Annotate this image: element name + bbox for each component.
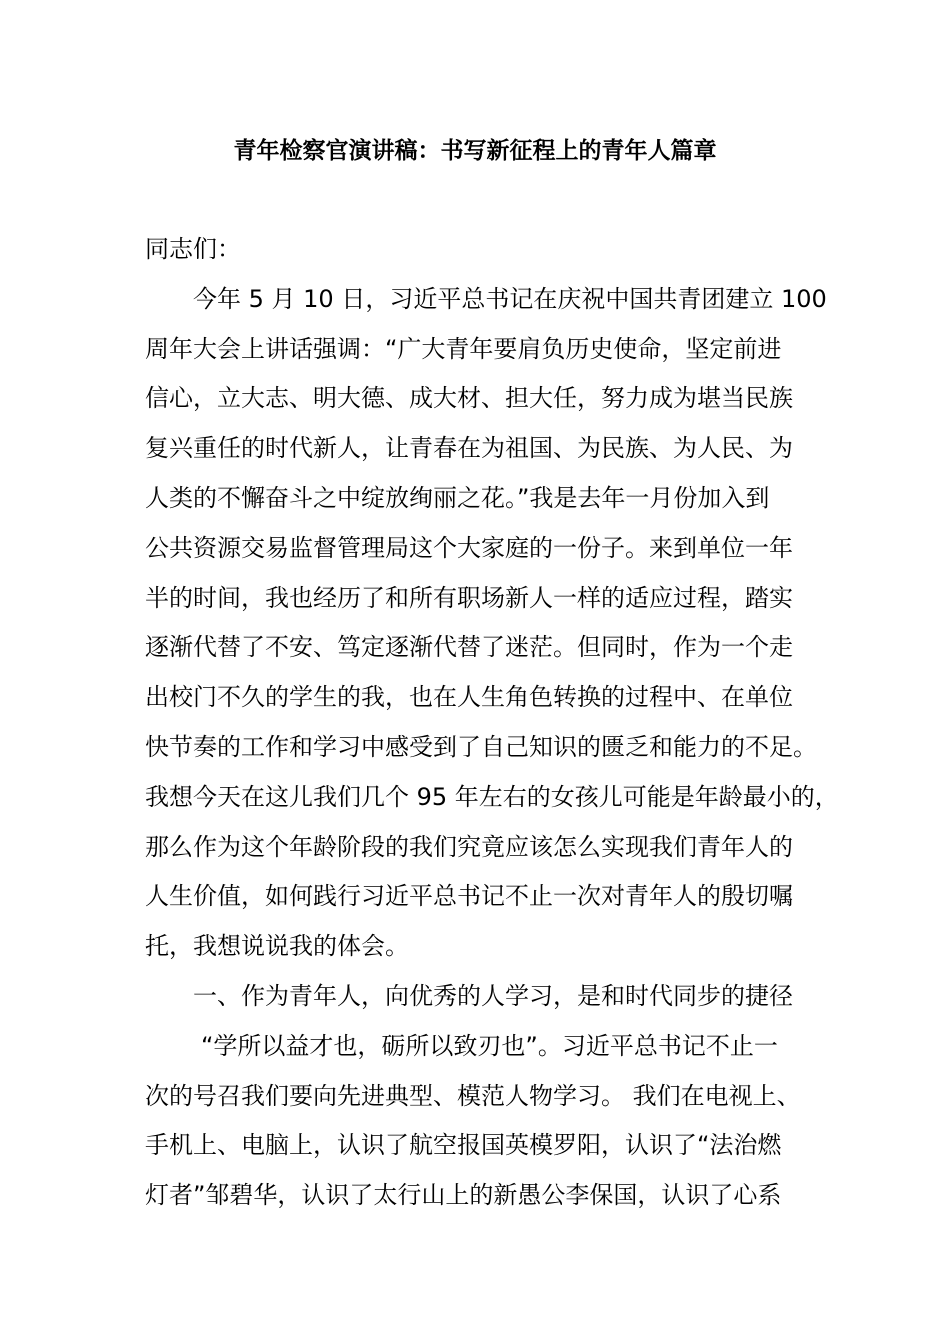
paragraph-line: 公共资源交易监督管理局这个大家庭的一份子。来到单位一年 <box>145 533 793 562</box>
paragraph-line: 次的号召我们要向先进典型、模范人物学习。 我们在电视上、 <box>145 1081 801 1110</box>
paragraph-line: 快节奏的工作和学习中感受到了自己知识的匮乏和能力的不足。 <box>145 732 817 761</box>
paragraph-line: 逐渐代替了不安、笃定逐渐代替了迷茫。但同时，作为一个走 <box>145 633 793 662</box>
paragraph-line: 灯者”邹碧华，认识了太行山上的新愚公李保国，认识了心系 <box>145 1181 782 1210</box>
document-title: 青年检察官演讲稿：书写新征程上的青年人篇章 <box>233 138 717 164</box>
paragraph-line: 周年大会上讲话强调：“广大青年要肩负历史使命，坚定前进 <box>145 334 782 363</box>
paragraph-line: 手机上、电脑上，认识了航空报国英模罗阳，认识了“法治燃 <box>145 1131 782 1160</box>
paragraph-line: 出校门不久的学生的我，也在人生角色转换的过程中、在单位 <box>145 683 793 712</box>
paragraph-line: 复兴重任的时代新人，让青春在为祖国、为民族、为人民、为 <box>145 434 793 463</box>
paragraph-line: 人类的不懈奋斗之中绽放绚丽之花。”我是去年一月份加入到 <box>145 483 770 512</box>
paragraph-line: 那么作为这个年龄阶段的我们究竟应该怎么实现我们青年人的 <box>145 832 793 861</box>
paragraph-line: 我想今天在这儿我们几个 95 年左右的女孩儿可能是年龄最小的， <box>145 782 839 811</box>
paragraph-line: 今年 5 月 10 日，习近平总书记在庆祝中国共青团建立 100 <box>193 284 827 313</box>
paragraph-line: 托，我想说说我的体会。 <box>145 932 409 961</box>
document-body <box>145 225 839 1221</box>
paragraph-line: “学所以益才也，砺所以致刃也”。习近平总书记不止一 <box>201 1031 778 1060</box>
salutation-line: 同志们： <box>145 235 241 263</box>
section-heading: 一、作为青年人，向优秀的人学习，是和时代同步的捷径 <box>193 981 793 1010</box>
paragraph-line: 信心，立大志、明大德、成大材、担大任，努力成为堪当民族 <box>145 384 793 413</box>
paragraph-line: 半的时间，我也经历了和所有职场新人一样的适应过程，踏实 <box>145 583 793 612</box>
paragraph-line: 人生价值，如何践行习近平总书记不止一次对青年人的殷切嘱 <box>145 882 793 911</box>
